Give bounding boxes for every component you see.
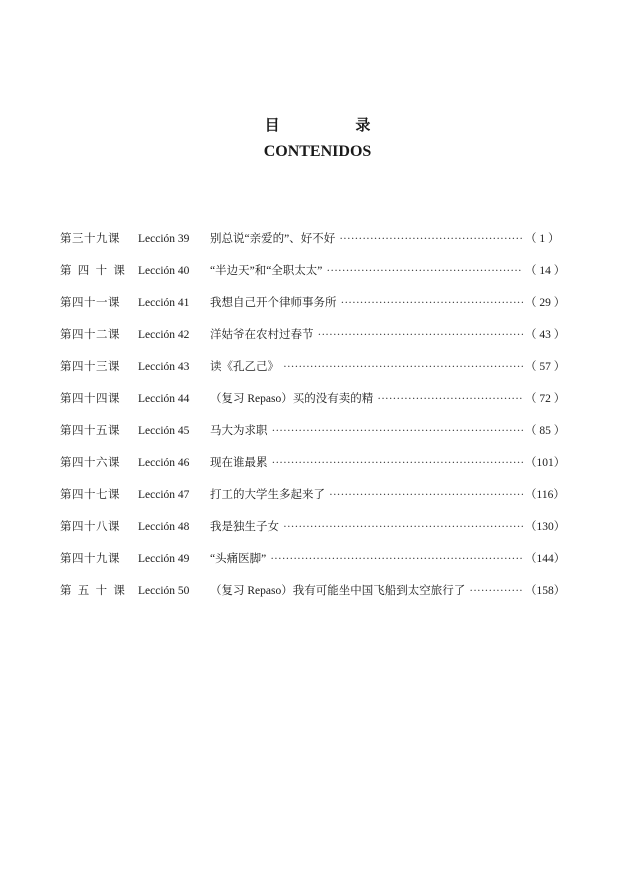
lesson-number-cn: 第五十课 bbox=[60, 585, 132, 597]
lesson-label: Lección 48 bbox=[138, 521, 190, 533]
toc-entry bbox=[60, 454, 565, 486]
lesson-label: Lección 42 bbox=[138, 329, 190, 341]
lesson-number-cn: 第四十三课 bbox=[60, 361, 120, 373]
toc-entry bbox=[60, 390, 565, 422]
lesson-number-cn: 第四十一课 bbox=[60, 297, 120, 309]
page-number: （158） bbox=[525, 585, 566, 597]
lesson-title: 打工的大学生多起来了 bbox=[210, 489, 325, 501]
toc-entry bbox=[60, 550, 565, 582]
page-number: （144） bbox=[525, 553, 566, 565]
dot-leader bbox=[272, 425, 524, 437]
dot-leader bbox=[283, 521, 523, 533]
lesson-number-cn: 第三十九课 bbox=[60, 233, 120, 245]
page-title-spanish: CONTENIDOS bbox=[263, 143, 372, 160]
lesson-label: Lección 39 bbox=[138, 233, 190, 245]
page-title-chinese: 目 录 bbox=[264, 118, 407, 134]
toc-entry bbox=[60, 486, 565, 518]
lesson-title: （复习 Repaso）买的没有卖的精 bbox=[210, 393, 374, 405]
lesson-label: Lección 47 bbox=[138, 489, 190, 501]
lesson-title: 我是独生子女 bbox=[210, 521, 279, 533]
table-of-contents bbox=[60, 230, 565, 614]
lesson-title: 别总说“亲爱的”、好不好 bbox=[210, 233, 336, 245]
lesson-label: Lección 46 bbox=[138, 457, 190, 469]
toc-entry bbox=[60, 422, 565, 454]
page-number: （ 85 ） bbox=[525, 425, 566, 437]
page-number: （ 72 ） bbox=[525, 393, 566, 405]
page-number: （ 43 ） bbox=[525, 329, 566, 341]
toc-entry bbox=[60, 358, 565, 390]
lesson-label: Lección 41 bbox=[138, 297, 190, 309]
dot-leader bbox=[283, 361, 523, 373]
page-number: （ 14 ） bbox=[525, 265, 566, 277]
page-number: （116） bbox=[525, 489, 565, 501]
page-number: （130） bbox=[525, 521, 566, 533]
lesson-label: Lección 43 bbox=[138, 361, 190, 373]
lesson-title: “半边天”和“全职太太” bbox=[210, 265, 323, 277]
dot-leader bbox=[341, 297, 524, 309]
dot-leader bbox=[469, 585, 523, 597]
toc-entry bbox=[60, 582, 565, 614]
lesson-title: 我想自己开个律师事务所 bbox=[210, 297, 337, 309]
lesson-title: （复习 Repaso）我有可能坐中国飞船到太空旅行了 bbox=[210, 585, 466, 597]
lesson-title: “头痛医脚” bbox=[210, 553, 267, 565]
lesson-number-cn: 第四十四课 bbox=[60, 393, 120, 405]
toc-entry bbox=[60, 326, 565, 358]
lesson-label: Lección 40 bbox=[138, 265, 190, 277]
lesson-title: 洋姑爷在农村过春节 bbox=[210, 329, 314, 341]
lesson-number-cn: 第四十九课 bbox=[60, 553, 120, 565]
toc-entry bbox=[60, 262, 565, 294]
lesson-title: 马大为求职 bbox=[210, 425, 268, 437]
lesson-label: Lección 44 bbox=[138, 393, 190, 405]
dot-leader bbox=[318, 329, 524, 341]
lesson-number-cn: 第四十七课 bbox=[60, 489, 120, 501]
lesson-label: Lección 49 bbox=[138, 553, 190, 565]
page-number: （ 29 ） bbox=[525, 297, 566, 309]
lesson-number-cn: 第四十五课 bbox=[60, 425, 120, 437]
lesson-number-cn: 第四十八课 bbox=[60, 521, 120, 533]
lesson-title: 读《孔乙己》 bbox=[210, 361, 279, 373]
dot-leader bbox=[339, 233, 523, 245]
toc-entry bbox=[60, 294, 565, 326]
lesson-label: Lección 45 bbox=[138, 425, 190, 437]
dot-leader bbox=[377, 393, 523, 405]
lesson-label: Lección 50 bbox=[138, 585, 190, 597]
lesson-title: 现在谁最累 bbox=[210, 457, 268, 469]
lesson-number-cn: 第四十六课 bbox=[60, 457, 120, 469]
page-number: （ 1 ） bbox=[525, 233, 560, 245]
toc-entry bbox=[60, 518, 565, 550]
dot-leader bbox=[329, 489, 523, 501]
toc-entry bbox=[60, 230, 565, 262]
dot-leader bbox=[270, 553, 523, 565]
page-number: （101） bbox=[525, 457, 566, 469]
dot-leader bbox=[326, 265, 523, 277]
lesson-number-cn: 第四十二课 bbox=[60, 329, 120, 341]
dot-leader bbox=[272, 457, 524, 469]
lesson-number-cn: 第四十课 bbox=[60, 265, 132, 277]
page-number: （ 57 ） bbox=[525, 361, 566, 373]
